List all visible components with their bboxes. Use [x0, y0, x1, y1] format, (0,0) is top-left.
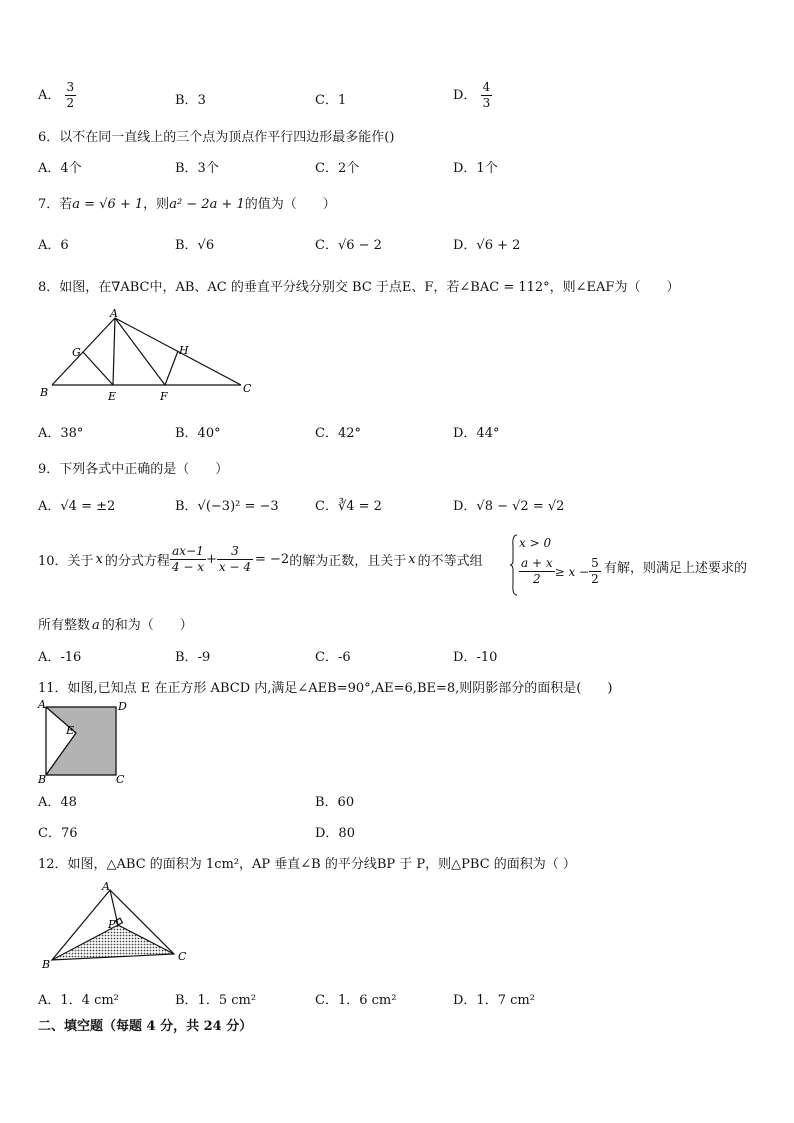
q7-option-d: D．√6 + 2 [453, 238, 521, 253]
q12-triangle-figure [38, 880, 198, 970]
q12-option-b: B．1．5 cm² [175, 993, 257, 1008]
q10-stem-line2: 所有整数 a 的和为（ ） [38, 618, 193, 633]
q11-label-a: A [38, 698, 46, 711]
q11-label-d: D [118, 700, 127, 713]
q10-option-b: B．-9 [175, 650, 211, 665]
q12-stem: 12．如图，△ABC 的面积为 1cm²，AP 垂直∠B 的平分线BP 于 P，则△PBC 的面积为（ ） [38, 857, 576, 872]
q11-option-d: D．80 [315, 826, 355, 841]
q6-option-c: C．2个 [315, 161, 360, 176]
q9-option-d: D．√8 − √2 = √2 [453, 499, 565, 514]
q6-stem: 6．以不在同一直线上的三个点为顶点作平行四边形最多能作() [38, 130, 395, 145]
q10-stem-tail: 有解，则满足上述要求的 [604, 561, 748, 576]
q8-line-ge [83, 352, 113, 385]
q11-label-c: C [116, 773, 125, 786]
q12-option-c: C．1．6 cm² [315, 993, 397, 1008]
q11-shaded-region [46, 707, 116, 775]
q8-triangle-figure [38, 308, 268, 408]
section-2-heading: 二、填空题（每题 4 分，共 24 分） [38, 1019, 253, 1034]
q8-option-c: C．42° [315, 426, 361, 441]
q11-label-b: B [38, 773, 47, 786]
q12-option-a: A．1．4 cm² [38, 993, 119, 1008]
q10-ineq-2: $\frac{a + x}{2}$ ≥ x − $\frac{5}{2}$ [521, 556, 599, 586]
q8-line-ab [52, 318, 115, 385]
q6-option-b: B．3个 [175, 161, 219, 176]
q8-label-c: C [243, 382, 252, 395]
q8-label-h: H [179, 344, 189, 357]
q10-inequality-system [510, 534, 604, 596]
q8-option-d: D．44° [453, 426, 500, 441]
q8-line-hf [165, 351, 178, 385]
q11-stem: 11．如图,已知点 E 在正方形 ABCD 内,满足∠AEB=90°,AE=6,BE=8,则阴影部分的面积是( ) [38, 681, 613, 696]
q6-option-a: A．4个 [38, 161, 82, 176]
q7-option-b: B．√6 [175, 238, 215, 253]
q9-option-a: A．√4 = ±2 [38, 499, 116, 514]
q7-option-a: A．6 [38, 238, 69, 253]
q8-label-e: E [108, 390, 117, 403]
q8-label-f: F [160, 390, 168, 403]
q12-label-c: C [178, 950, 187, 963]
q5-option-a: A． $\frac{3}{2}$ [38, 80, 75, 110]
q10-option-d: D．-10 [453, 650, 498, 665]
q10-ineq-1: x > 0 [519, 536, 552, 550]
q8-label-b: B [40, 386, 49, 399]
q12-label-p: P [108, 918, 116, 931]
q9-stem: 9．下列各式中正确的是（ ） [38, 462, 229, 477]
q10-brace [510, 534, 518, 596]
q8-label-a: A [110, 308, 118, 320]
q8-line-ae [113, 318, 115, 385]
q11-square-figure [36, 697, 132, 787]
q9-option-c: C．∛4 = 2 [315, 499, 382, 514]
q8-option-a: A．38° [38, 426, 84, 441]
q5-option-c: C．1 [315, 93, 347, 108]
q12-option-d: D．1．7 cm² [453, 993, 535, 1008]
q12-label-b: B [42, 958, 51, 970]
q8-stem: 8．如图，在∇ABC中，AB、AC 的垂直平分线分别交 BC 于点E、F，若∠BAC = 112°，则∠EAF为（ ） [38, 280, 680, 295]
q5-option-d: D． $\frac{4}{3}$ [453, 80, 491, 110]
q6-option-d: D．1个 [453, 161, 498, 176]
q10-stem-line1: 10．关于 x 的分式方程 $\frac{ax-1}{4 - x}$ + $\frac{3}{x - 4}$ = −2 的解为正数，且关于 x 的不等式组 [38, 544, 483, 574]
q8-option-b: B．40° [175, 426, 221, 441]
q10-option-c: C．-6 [315, 650, 351, 665]
q7-option-c: C．√6 − 2 [315, 238, 382, 253]
q10-option-a: A．-16 [38, 650, 82, 665]
q5-option-b: B．3 [175, 93, 206, 108]
q8-line-af [115, 318, 165, 385]
q12-label-a: A [102, 880, 110, 893]
q8-label-g: G [72, 346, 81, 359]
q9-option-b: B．√(−3)² = −3 [175, 499, 279, 514]
q7-stem: 7．若a = √6 + 1，则a² − 2a + 1的值为（ ） [38, 197, 336, 212]
q11-option-c: C．76 [38, 826, 78, 841]
q11-option-a: A．48 [38, 795, 77, 810]
q11-option-b: B．60 [315, 795, 355, 810]
q11-label-e: E [66, 724, 75, 737]
